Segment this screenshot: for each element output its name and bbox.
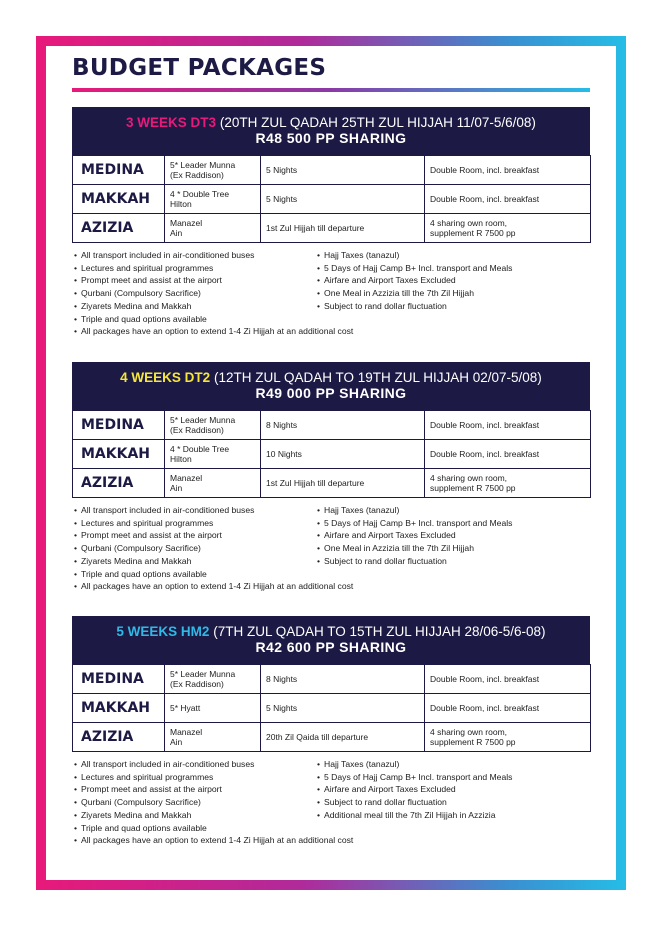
- table-row: [73, 469, 591, 498]
- package-notes: [72, 504, 590, 600]
- extend-note: • All packages have an option to extend 1-4 Zi Hijjah at an additional cost: [74, 325, 353, 338]
- table-row: [73, 214, 591, 243]
- city-name: MAKKAH: [73, 440, 165, 469]
- package-heading: [73, 363, 589, 385]
- room-type: Double Room, incl. breakfast: [425, 185, 591, 214]
- table-row: [73, 723, 591, 752]
- list-item: • Additional meal till the 7th Zil Hijjah in Azzizia: [317, 809, 587, 822]
- city-name: MEDINA: [73, 665, 165, 694]
- package-name: 5 WEEKS HM2: [116, 624, 210, 639]
- list-item: • All transport included in air-conditioned buses: [74, 758, 314, 771]
- extend-note: • All packages have an option to extend 1-4 Zi Hijjah at an additional cost: [74, 834, 353, 847]
- package-name: 4 WEEKS DT2: [120, 370, 211, 385]
- room-type: Double Room, incl. breakfast: [425, 156, 591, 185]
- package-3: [72, 616, 590, 854]
- inclusions-list: [74, 504, 314, 580]
- package-notes: [72, 249, 590, 345]
- room-type: 4 sharing own room, supplement R 7500 pp: [425, 723, 591, 752]
- package-dates: (12TH ZUL QADAH TO 19TH ZUL HIJJAH 02/07-5/08): [210, 370, 542, 385]
- list-item: • Prompt meet and assist at the airport: [74, 783, 314, 796]
- list-item: • One Meal in Azzizia till the 7th Zil Hijjah: [317, 287, 587, 300]
- list-item: • Triple and quad options available: [74, 313, 314, 326]
- list-item: • 5 Days of Hajj Camp B+ Incl. transport and Meals: [317, 517, 587, 530]
- hotel-name: 5* Leader Munna (Ex Raddison): [165, 665, 261, 694]
- hotel-name: Manazel Ain: [165, 469, 261, 498]
- room-type: Double Room, incl. breakfast: [425, 440, 591, 469]
- list-item: • Subject to rand dollar fluctuation: [317, 796, 587, 809]
- table-row: [73, 694, 591, 723]
- city-name: MAKKAH: [73, 694, 165, 723]
- list-item: • Ziyarets Medina and Makkah: [74, 300, 314, 313]
- stay-duration: 10 Nights: [261, 440, 425, 469]
- list-item: • Subject to rand dollar fluctuation: [317, 300, 587, 313]
- stay-duration: 5 Nights: [261, 156, 425, 185]
- accommodation-table: [72, 664, 591, 752]
- room-type: Double Room, incl. breakfast: [425, 694, 591, 723]
- city-name: MAKKAH: [73, 185, 165, 214]
- list-item: • Subject to rand dollar fluctuation: [317, 555, 587, 568]
- package-notes: [72, 758, 590, 854]
- hotel-name: 4 * Double Tree Hilton: [165, 440, 261, 469]
- table-row: [73, 156, 591, 185]
- package-2: [72, 362, 590, 600]
- list-item: • 5 Days of Hajj Camp B+ Incl. transport and Meals: [317, 771, 587, 784]
- list-item: • Lectures and spiritual programmes: [74, 517, 314, 530]
- city-name: AZIZIA: [73, 723, 165, 752]
- list-item: • All transport included in air-conditioned buses: [74, 249, 314, 262]
- stay-duration: 8 Nights: [261, 411, 425, 440]
- list-item: • Hajj Taxes (tanazul): [317, 249, 587, 262]
- stay-duration: 8 Nights: [261, 665, 425, 694]
- room-type: 4 sharing own room, supplement R 7500 pp: [425, 469, 591, 498]
- table-row: [73, 185, 591, 214]
- city-name: AZIZIA: [73, 214, 165, 243]
- list-item: • Airfare and Airport Taxes Excluded: [317, 529, 587, 542]
- page-title: BUDGET PACKAGES: [72, 55, 327, 81]
- list-item: • Qurbani (Compulsory Sacrifice): [74, 796, 314, 809]
- list-item: • Ziyarets Medina and Makkah: [74, 809, 314, 822]
- package-heading: [73, 108, 589, 130]
- list-item: • Hajj Taxes (tanazul): [317, 504, 587, 517]
- list-item: • Ziyarets Medina and Makkah: [74, 555, 314, 568]
- list-item: • All transport included in air-conditioned buses: [74, 504, 314, 517]
- stay-duration: 1st Zul Hijjah till departure: [261, 469, 425, 498]
- extend-note: • All packages have an option to extend 1-4 Zi Hijjah at an additional cost: [74, 580, 353, 593]
- city-name: MEDINA: [73, 411, 165, 440]
- room-type: 4 sharing own room, supplement R 7500 pp: [425, 214, 591, 243]
- list-item: • Triple and quad options available: [74, 822, 314, 835]
- package-header: [72, 107, 590, 155]
- title-underline: [72, 88, 590, 92]
- hotel-name: 5* Leader Munna (Ex Raddison): [165, 156, 261, 185]
- package-heading: [73, 617, 589, 639]
- inclusions-list: [74, 249, 314, 325]
- package-name: 3 WEEKS DT3: [126, 115, 217, 130]
- package-dates: (7TH ZUL QADAH TO 15TH ZUL HIJJAH 28/06-5/6-08): [209, 624, 546, 639]
- hotel-name: 4 * Double Tree Hilton: [165, 185, 261, 214]
- list-item: • One Meal in Azzizia till the 7th Zil Hijjah: [317, 542, 587, 555]
- list-item: • Prompt meet and assist at the airport: [74, 529, 314, 542]
- room-type: Double Room, incl. breakfast: [425, 411, 591, 440]
- package-header: [72, 616, 590, 664]
- list-item: • Qurbani (Compulsory Sacrifice): [74, 542, 314, 555]
- package-dates: (20TH ZUL QADAH 25TH ZUL HIJJAH 11/07-5/6/08): [216, 115, 536, 130]
- extras-list: [317, 249, 587, 313]
- list-item: • Lectures and spiritual programmes: [74, 262, 314, 275]
- accommodation-table: [72, 155, 591, 243]
- stay-duration: 5 Nights: [261, 694, 425, 723]
- package-price: R48 500 PP SHARING: [255, 130, 407, 146]
- stay-duration: 5 Nights: [261, 185, 425, 214]
- list-item: • Lectures and spiritual programmes: [74, 771, 314, 784]
- table-row: [73, 665, 591, 694]
- stay-duration: 20th Zil Qaida till departure: [261, 723, 425, 752]
- package-1: [72, 107, 590, 345]
- inclusions-list: [74, 758, 314, 834]
- table-row: [73, 411, 591, 440]
- city-name: MEDINA: [73, 156, 165, 185]
- table-row: [73, 440, 591, 469]
- hotel-name: 5* Leader Munna (Ex Raddison): [165, 411, 261, 440]
- package-header: [72, 362, 590, 410]
- list-item: • Airfare and Airport Taxes Excluded: [317, 783, 587, 796]
- hotel-name: 5* Hyatt: [165, 694, 261, 723]
- list-item: • Prompt meet and assist at the airport: [74, 274, 314, 287]
- list-item: • Airfare and Airport Taxes Excluded: [317, 274, 587, 287]
- city-name: AZIZIA: [73, 469, 165, 498]
- list-item: • Hajj Taxes (tanazul): [317, 758, 587, 771]
- list-item: • 5 Days of Hajj Camp B+ Incl. transport and Meals: [317, 262, 587, 275]
- room-type: Double Room, incl. breakfast: [425, 665, 591, 694]
- hotel-name: Manazel Ain: [165, 214, 261, 243]
- list-item: • Triple and quad options available: [74, 568, 314, 581]
- extras-list: [317, 504, 587, 568]
- hotel-name: Manazel Ain: [165, 723, 261, 752]
- stay-duration: 1st Zul Hijjah till departure: [261, 214, 425, 243]
- package-price: R49 000 PP SHARING: [255, 385, 407, 401]
- package-price: R42 600 PP SHARING: [255, 639, 407, 655]
- list-item: • Qurbani (Compulsory Sacrifice): [74, 287, 314, 300]
- extras-list: [317, 758, 587, 822]
- accommodation-table: [72, 410, 591, 498]
